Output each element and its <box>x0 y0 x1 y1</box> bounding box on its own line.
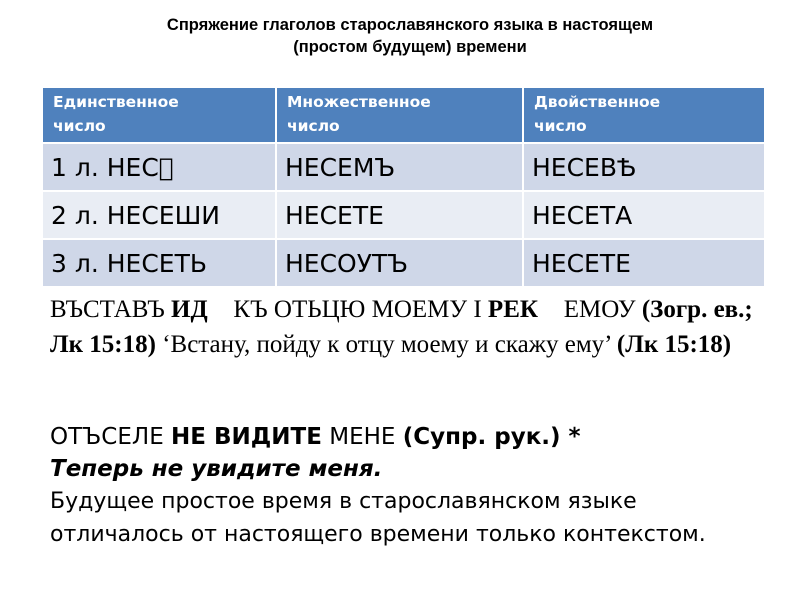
table-header-row <box>42 87 765 143</box>
conjugation-table <box>41 86 766 288</box>
table-cell: 3 л. НЕСЕТЬ <box>42 239 276 287</box>
table-cell: НЕСЕТЕ <box>276 191 523 239</box>
conclusion-text: Будущее простое время в старославянском языке отличалось от настоящего времени только контекстом. <box>50 489 706 547</box>
table-cell: НЕСЕМЪ <box>276 143 523 191</box>
ocs-example-paragraph <box>50 292 760 362</box>
ocs-text: ВЪСТАВЪ <box>50 296 171 323</box>
ocs-translation: ‘Встану, пойду к отцу моему и скажу ему’ <box>155 331 617 358</box>
ocs-source: (Зогр. ев.; Лк 15:18) <box>50 296 753 358</box>
verb-not-see: НЕ ВИДИТЕ <box>171 424 322 450</box>
title-line-2: (простом будущем) времени <box>293 38 527 56</box>
second-example-paragraph <box>50 421 770 551</box>
slide-title <box>60 14 760 58</box>
table-cell: 1 л. НЕС⃞ <box>42 143 276 191</box>
table-cell: 2 л. НЕСЕШИ <box>42 191 276 239</box>
table-cell: НЕСЕВѢ <box>523 143 765 191</box>
ocs-text: ЕМОУ <box>557 296 642 323</box>
header-singular: Единственное число <box>42 87 276 143</box>
table-row <box>42 143 765 191</box>
table-cell: НЕСОУТЪ <box>276 239 523 287</box>
table-cell: НЕСЕТА <box>523 191 765 239</box>
ocs-text: КЪ ОТЬЦЮ МОЕМУ І <box>227 296 488 323</box>
table-cell: НЕСЕТЕ <box>523 239 765 287</box>
example-line: ОТЪСЕЛЕ НЕ ВИДИТЕ МЕНЕ (Супр. рук.) * <box>50 424 581 450</box>
example-source: (Супр. рук.) * <box>402 424 581 450</box>
example-translation: Теперь не увидите меня. <box>50 456 383 482</box>
title-line-1: Спряжение глаголов старославянского языка в настоящем <box>166 16 654 34</box>
header-dual: Двойственное число <box>523 87 765 143</box>
table-row <box>42 191 765 239</box>
ocs-verb-go: ИД⃞ <box>171 296 228 323</box>
ocs-verb-say: РЕК⃞ <box>487 296 558 323</box>
header-plural: Множественное число <box>276 87 523 143</box>
table-row <box>42 239 765 287</box>
ocs-reference: (Лк 15:18) <box>616 331 732 358</box>
